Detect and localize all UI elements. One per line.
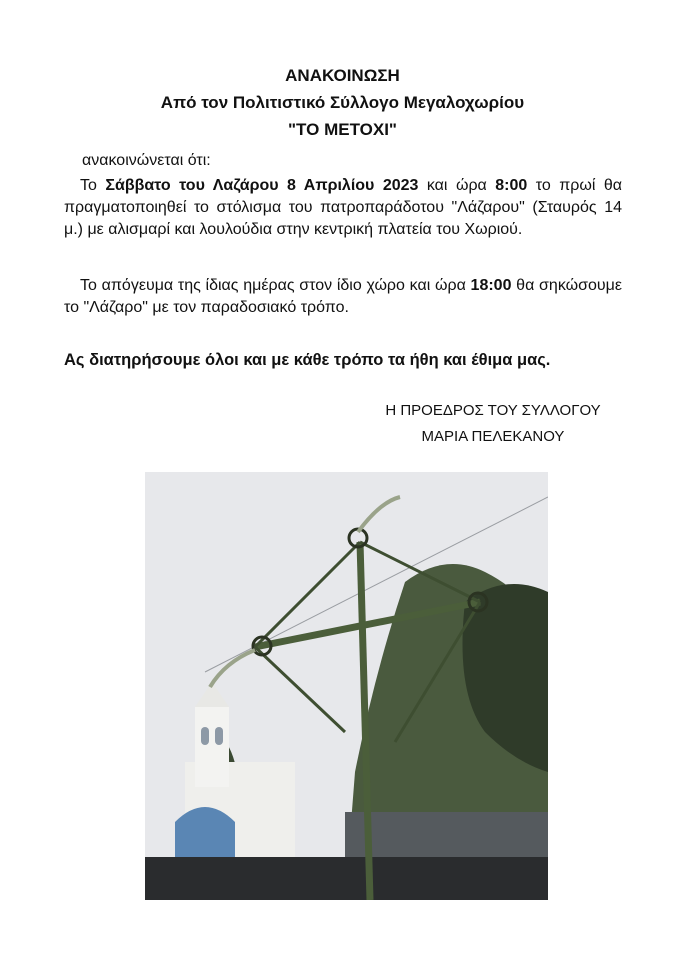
paragraph-morning-event bbox=[64, 175, 622, 241]
paragraph-afternoon-event bbox=[64, 275, 622, 319]
intro-text: ανακοινώνεται ότι: bbox=[82, 152, 211, 169]
closing-message: Ας διατηρήσουμε όλοι και με κάθε τρόπο τα ήθη και έθιμα μας. bbox=[64, 351, 551, 369]
tower-arch-left bbox=[201, 727, 209, 745]
p1-text-e: το πρωί θα πραγματοποιηθεί το στόλισμα του πατροπαράδοτου "Λάζαρου" (Σταυρός 14 μ.) με αλισμαρί και λουλούδια στην κεντρική πλατεία του Χωριού. bbox=[64, 177, 623, 238]
announcement-organizer: Από τον Πολιτιστικό Σύλλογο Μεγαλοχωρίου bbox=[160, 93, 525, 112]
signature-name: ΜΑΡΙΑ ΠΕΛΕΚΑΝΟΥ bbox=[421, 428, 565, 445]
p1-time: 8:00 bbox=[495, 177, 528, 194]
photo-illustration bbox=[145, 472, 548, 900]
p1-text-c: και ώρα bbox=[418, 177, 496, 194]
announcement-title: ΑΝΑΚΟΙΝΩΣΗ bbox=[285, 66, 400, 85]
crowd bbox=[145, 857, 548, 900]
p1-text-a: Το bbox=[80, 177, 106, 194]
p2-time: 18:00 bbox=[470, 277, 512, 294]
signature-title: Η ΠΡΟΕΔΡΟΣ ΤΟΥ ΣΥΛΛΟΓΟΥ bbox=[385, 402, 601, 419]
lazarus-cross-photo bbox=[145, 472, 548, 900]
p2-text-c: θα σηκώσουμε το "Λάζαρο" με τον παραδοσιακό τρόπο. bbox=[64, 277, 622, 316]
club-name: "ΤΟ ΜΕΤΟΧΙ" bbox=[287, 120, 397, 139]
p2-text-a: Το απόγευμα της ίδιας ημέρας στον ίδιο χώρο και ώρα bbox=[80, 277, 471, 294]
tower-arch-right bbox=[215, 727, 223, 745]
p1-date: Σάββατο του Λαζάρου 8 Απριλίου 2023 bbox=[105, 177, 419, 194]
bell-tower bbox=[195, 707, 229, 787]
